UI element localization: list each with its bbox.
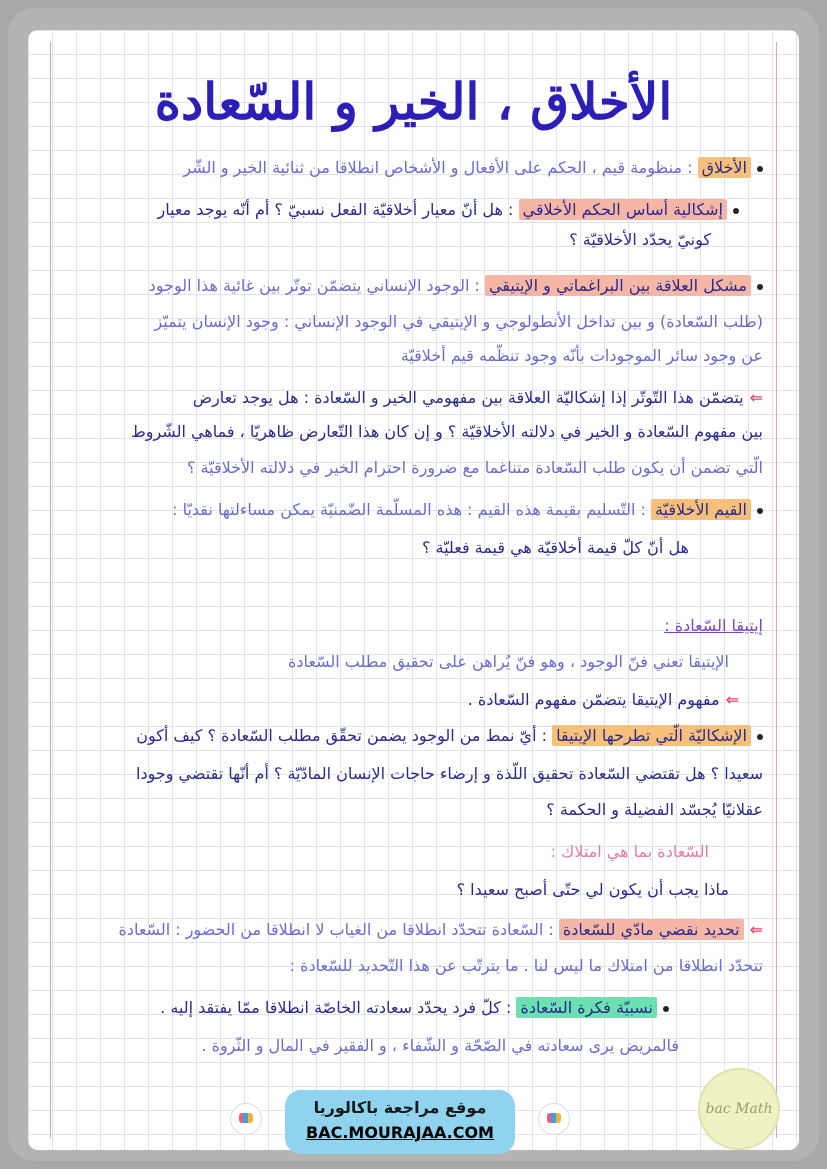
margin-line-left	[50, 42, 51, 1138]
term-akhlaq: الأخلاق	[698, 157, 751, 178]
term-moral-values: القيم الأخلاقيّة	[651, 499, 751, 520]
footer-badge[interactable]	[285, 1090, 515, 1154]
ethics-problem-text: : أيّ نمط من الوجود يضمن تحقّق مطلب السّعادة ؟ كيف أكون	[136, 726, 553, 745]
line-pragmatic-ethic	[64, 276, 763, 295]
section-heading-ethics-happiness: إيتيقا السّعادة :	[664, 616, 763, 635]
page-title: الأخلاق ، الخير و السّعادة	[154, 72, 673, 131]
line-values-question: هل أنّ كلّ قيمة أخلاقيّة هي قيمة فعليّة ؟	[421, 538, 689, 557]
bullet-icon	[663, 1006, 669, 1012]
line-happiness-ontology: (طلب السّعادة) و بين تداخل الأنطولوجي و الإيتيقي في الوجود الإنساني : وجود الإنسان يتميّز	[154, 312, 763, 331]
bullet-icon	[757, 166, 763, 172]
section-heading-possession: السّعادة بما هي امتلاك :	[550, 842, 709, 861]
problem-text: : هل أنّ معيار أخلاقيّة الفعل نسبيّ ؟ أم أنّه يوجد معيار	[157, 200, 519, 219]
arrow-icon: ⇐	[749, 920, 763, 939]
bullet-icon	[757, 508, 763, 514]
line-universal: كونيّ يحدّد الأخلاقيّة ؟	[569, 230, 711, 249]
line-pleasure-question: سعيدا ؟ هل تقتضي السّعادة تحقيق اللّذة و إرضاء حاجات الإنسان المادّيّة ؟ أم أنّها تقتضي وجودا	[136, 764, 763, 783]
term-pragmatic-ethic: مشكل العلاقة بين البراغماتي و الإيتيقي	[485, 275, 751, 296]
line-values-existence: عن وجود سائر الموجودات بأنّه وجود تنظّمه قيم أخلاقيّة	[400, 346, 763, 365]
notebook-page	[28, 30, 799, 1150]
line-possession-question: ماذا يجب أن يكون لي حتّى أصبح سعيدا ؟	[456, 880, 729, 899]
bacmath-logo: bac Math	[698, 1068, 780, 1150]
line-possession-consequence: تتحدّد انطلاقا من امتلاك ما ليس لنا . ما يترتّب عن هذا التّحديد للسّعادة :	[289, 956, 763, 975]
line-conditions: الّتي تضمن أن يكون طلب السّعادة متناغما مع ضرورة احترام الخير في دلالته الأخلاقيّة ؟	[186, 458, 763, 477]
margin-line-right	[776, 42, 777, 1138]
line-akhlaq-definition	[64, 158, 763, 177]
line-ethics-definition: الإيتيقا تعني فنّ الوجود ، وهو فنّ يُراهن على تحقيق مطلب السّعادة	[287, 652, 729, 671]
bullet-icon	[733, 208, 739, 214]
footer-arabic-title: موقع مراجعة باكالوريا	[313, 1098, 487, 1117]
term-negative-definition: تحديد نقضي مادّي للسّعادة	[559, 919, 744, 940]
site-logo-icon	[538, 1103, 570, 1135]
arrow-icon: ⇐	[725, 690, 739, 709]
definition-text: : منظومة قيم ، الحكم على الأفعال و الأشخاص انطلاقا من ثنائية الخير و الشّر	[183, 158, 698, 177]
line-example: فالمريض يرى سعادته في الصّحّة و الشّفاء ، و الفقير في المال و الثّروة .	[201, 1036, 679, 1055]
line-problem-basis	[64, 200, 739, 219]
arrow-icon: ⇐	[749, 388, 763, 407]
line-relativity	[64, 998, 669, 1017]
site-logo-icon	[230, 1103, 262, 1135]
values-text: : التّسليم بقيمة هذه القيم : هذه المسلّمة الضّمنيّة يمكن مساءلتها نقديّا :	[172, 500, 651, 519]
term-problem-basis: إشكالية أساس الحكم الأخلاقي	[519, 199, 727, 220]
line-ethics-problem	[64, 726, 763, 745]
line-negative-definition	[64, 920, 763, 939]
line-ethics-concept: ⇐مفهوم الإيتيقا يتضمّن مفهوم السّعادة .	[467, 690, 739, 709]
line-tension: ⇐يتضمّن هذا التّوتّر إذا إشكاليّة العلاقة بين مفهومي الخير و السّعادة : هل يوجد تعارض	[192, 388, 763, 407]
footer-site-link[interactable]: BAC.MOURAJAA.COM	[306, 1123, 494, 1142]
relativity-text: : كلّ فرد يحدّد سعادته الخاصّة انطلاقا ممّا يفتقد إليه .	[160, 998, 517, 1017]
line-contradiction: بين مفهوم السّعادة و الخير في دلالته الأخلاقيّة ؟ و إن كان هذا التّعارض ظاهريّا ، فماهي الشّروط	[130, 422, 763, 441]
bullet-icon	[757, 734, 763, 740]
pragmatic-text: : الوجود الإنساني يتضمّن توتّر بين غائية هذا الوجود	[148, 276, 485, 295]
line-virtue: عقلانيّا يُجسّد الفضيلة و الحكمة ؟	[546, 800, 763, 819]
line-moral-values	[64, 500, 763, 519]
bullet-icon	[757, 284, 763, 290]
negative-definition-text: : السّعادة تتحدّد انطلاقا من الغياب لا انطلاقا من الحضور : السّعادة	[118, 920, 559, 939]
term-relativity: نسبيّة فكرة السّعادة	[516, 997, 657, 1018]
term-ethics-problem: الإشكاليّة الّتي تطرحها الإيتيقا	[552, 725, 751, 746]
